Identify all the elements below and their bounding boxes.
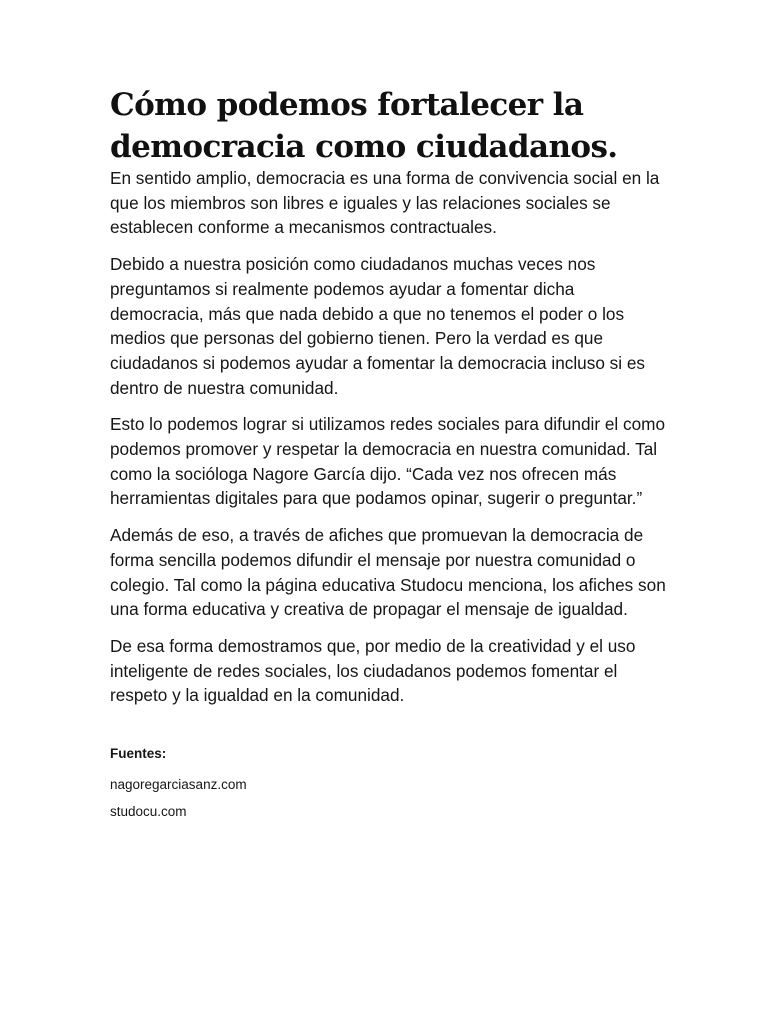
body-paragraph: Además de eso, a través de afiches que promuevan la democracia de forma sencilla podemos difundir el mensaje por nuestra comunidad o colegio. Tal como la página educativa Studocu menciona, los afiches son una forma educativa y creativa de propagar el mensaje de igualdad.: [110, 525, 666, 620]
body-paragraph: Debido a nuestra posición como ciudadanos muchas veces nos preguntamos si realmente podemos ayudar a fomentar dicha democracia, más que nada debido a que no tenemos el poder o los medios que personas del gobierno tienen. Pero la verdad es que ciudadanos si podemos ayudar a fomentar la democracia incluso si es dentro de nuestra comunidad.: [110, 254, 646, 398]
sources-heading: Fuentes:: [110, 746, 167, 762]
body-paragraph: En sentido amplio, democracia es una forma de convivencia social en la que los miembros son libres e iguales y las relaciones sociales se establecen conforme a mecanismos contractuales.: [110, 168, 660, 238]
body-paragraph: De esa forma demostramos que, por medio de la creatividad y el uso inteligente de redes sociales, los ciudadanos podemos fomentar el respeto y la igualdad en la comunidad.: [110, 635, 636, 706]
source-item: nagoregarciasanz.com: [110, 777, 247, 793]
document-body: [110, 166, 666, 708]
document-page: [110, 84, 666, 831]
source-item: studocu.com: [110, 804, 187, 820]
document-title: Cómo podemos fortalecer la democracia como ciudadanos.: [110, 87, 618, 165]
body-paragraph: Esto lo podemos lograr si utilizamos redes sociales para difundir el como podemos promover y respetar la democracia en nuestra comunidad. Tal como la socióloga Nagore García dijo. “Cada vez nos ofrecen más herramientas digitales para que podamos opinar, sugerir o preguntar.”: [110, 414, 666, 509]
sources-section: [110, 746, 666, 819]
